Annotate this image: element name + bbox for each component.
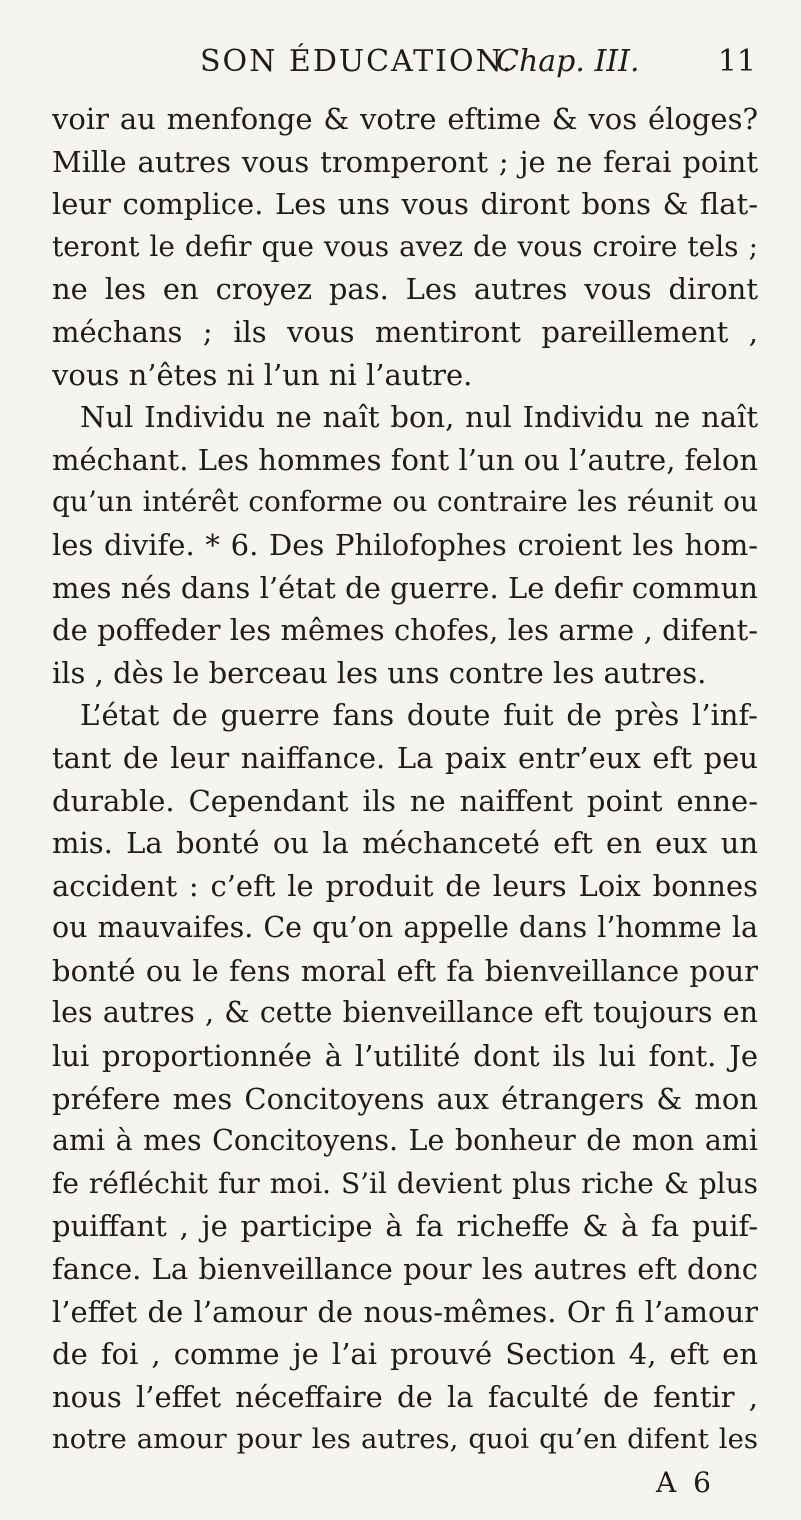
text-line: de foi , comme je l’ai prouvé Section 4, eft en — [52, 1337, 758, 1372]
text-line: nous l’effet néceffaire de la faculté de fentir , — [52, 1379, 758, 1414]
text-line: méchant. Les hommes font l’un ou l’autre, felon — [52, 442, 758, 477]
text-line: méchans ; ils vous mentiront pareillement , — [52, 314, 758, 349]
text-line: les autres , & cette bienveillance eft toujours en — [52, 996, 758, 1030]
running-head — [200, 44, 756, 88]
text-line: voir au menfonge & votre eftime & vos éloges? — [52, 102, 758, 136]
text-line: teront le defir que vous avez de vous croire tels ; — [52, 229, 758, 263]
body-text — [52, 98, 758, 1461]
text-line: bonté ou le fens moral eft fa bienveillance pour — [52, 953, 758, 988]
text-line: notre amour pour les autres, quoi qu’en difent les — [52, 1423, 758, 1456]
text-line: fe réfléchit fur moi. S’il devient plus riche & plus — [52, 1166, 758, 1200]
text-line: fance. La bienveillance pour les autres eft donc — [52, 1252, 758, 1287]
text-line: l’effet de l’amour de nous-mêmes. Or fi l’amour — [52, 1294, 758, 1329]
text-line: accident : c’eft le produit de leurs Loix bonnes — [52, 868, 758, 903]
text-line: vous n’êtes ni l’un ni l’autre. — [52, 357, 473, 392]
text-line: qu’un intérêt conforme ou contraire les réunit ou — [52, 485, 758, 519]
text-line: Nul Individu ne naît bon, nul Individu ne naît — [80, 400, 758, 435]
text-line: Mille autres vous tromperont ; je ne ferai point — [52, 144, 758, 179]
text-line: de poffeder les mêmes chofes, les arme , difent- — [52, 613, 758, 648]
signature-mark: A 6 — [656, 1466, 715, 1499]
text-line: L’état de guerre fans doute fuit de près l’inf- — [80, 698, 758, 733]
text-line: les divife. * 6. Des Philofophes croient les hom- — [52, 527, 758, 562]
text-line: ou mauvaifes. Ce qu’on appelle dans l’homme la — [52, 911, 758, 945]
page-number: 11 — [717, 44, 756, 79]
text-line: mis. La bonté ou la méchanceté eft en eux un — [52, 826, 758, 861]
text-line: ils , dès le berceau les uns contre les autres. — [52, 655, 707, 690]
text-line: mes nés dans l’état de guerre. Le defir commun — [52, 570, 758, 605]
running-head-title: SON ÉDUCATION. — [200, 44, 514, 79]
text-line: tant de leur naiffance. La paix entr’eux eft peu — [52, 740, 758, 775]
text-line: leur complice. Les uns vous diront bons & flat- — [52, 187, 758, 222]
text-line: préfere mes Concitoyens aux étrangers & mon — [52, 1081, 758, 1116]
text-line: ami à mes Concitoyens. Le bonheur de mon ami — [52, 1124, 758, 1158]
running-head-chapter: Chap. III. — [496, 44, 640, 79]
text-line: lui proportionnée à l’utilité dont ils lui font. Je — [52, 1039, 758, 1074]
text-line: durable. Cependant ils ne naiffent point enne- — [52, 783, 758, 818]
text-line: ne les en croyez pas. Les autres vous diront — [52, 272, 758, 307]
text-line: puiffant , je participe à fa richeffe & à fa puif- — [52, 1209, 758, 1244]
